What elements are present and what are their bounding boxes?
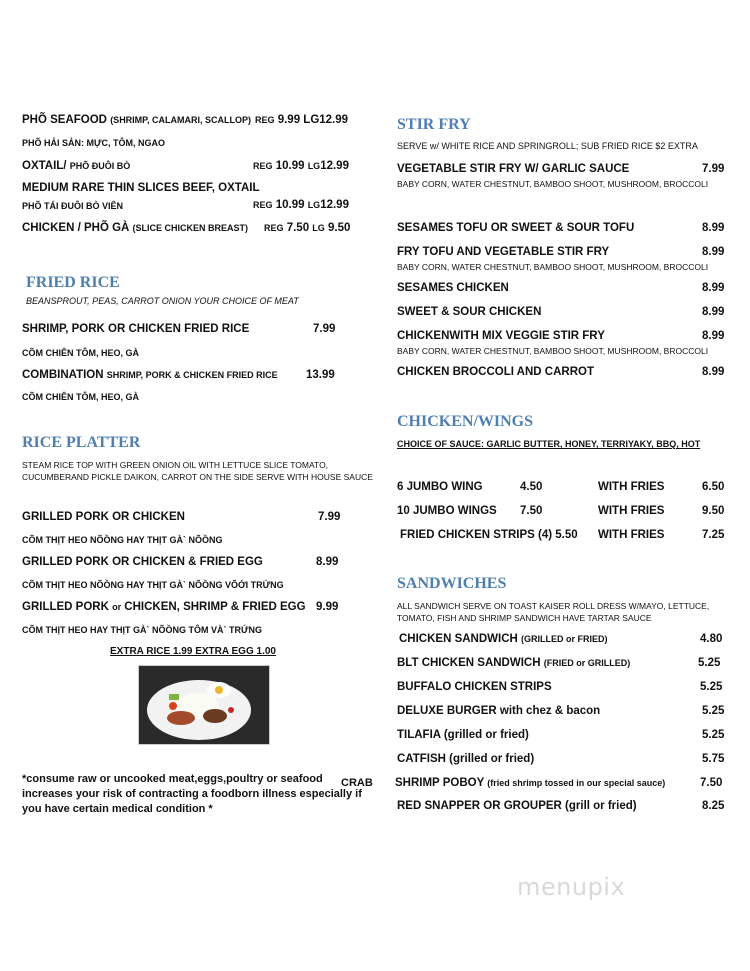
menu-item-chicken-broccoli: CHICKEN BROCCOLI AND CARROT — [397, 366, 594, 378]
menu-item-price: 5.25 — [702, 729, 725, 741]
menu-item-price: 13.99 — [306, 369, 335, 381]
menu-item-deluxe-burger: DELUXE BURGER with chez & bacon — [397, 705, 601, 717]
menu-item-subtitle: CÕM THỊT HEO NÕỒNG HAY THỊT GÀ` NÕỒNG VÕỚI TRỨNG — [22, 580, 284, 590]
menu-item-blt-sandwich: BLT CHICKEN SANDWICH (FRIED or GRILLED) — [397, 657, 631, 669]
menu-item-fried-rice: SHRIMP, PORK OR CHICKEN FRIED RICE — [22, 323, 250, 335]
menu-item-grilled-pork: GRILLED PORK OR CHICKEN — [22, 511, 185, 523]
menu-item-price: 5.25 — [698, 657, 721, 669]
menu-item-beef-oxtail: MEDIUM RARE THIN SLICES BEEF, OXTAIL — [22, 182, 260, 194]
menu-item-subtitle: CÕM THỊT HEO NÕỒNG HAY THỊT GÀ` NÕỒNG — [22, 535, 223, 545]
section-description: CUCUMBERAND PICKLE DAIKON, CARROT ON THE SIDE SERVE WITH HOUSE SAUCE — [22, 472, 373, 482]
menu-item-catfish: CATFISH (grilled or fried) — [397, 753, 535, 765]
section-title-rice-platter: RICE PLATTER — [22, 434, 141, 451]
disclaimer-line: *consume raw or uncooked meat,eggs,poultry or seafood — [22, 773, 323, 785]
disclaimer-line: you have certain medical condition * — [22, 803, 213, 815]
menu-item-price: 8.99 — [702, 222, 725, 234]
menu-item-price: 9.99 — [316, 601, 339, 613]
crab-label: CRAB — [341, 777, 373, 789]
menu-item-sesames-chicken: SESAMES CHICKEN — [397, 282, 509, 294]
extra-rice-egg: EXTRA RICE 1.99 EXTRA EGG 1.00 — [110, 646, 276, 657]
menu-item-price: 7.50 — [700, 777, 723, 789]
with-fries-label: WITH FRIES — [598, 481, 665, 493]
section-description: BEANSPROUT, PEAS, CARROT ONION YOUR CHOICE OF MEAT — [26, 296, 299, 306]
menu-item-shrimp-poboy: SHRIMP POBOY (fried shrimp tossed in our special sauce) — [395, 777, 666, 789]
menu-item-vegetable-stir-fry: VEGETABLE STIR FRY W/ GARLIC SAUCE — [397, 163, 630, 175]
menu-item-grilled-pork-shrimp: GRILLED PORK or CHICKEN, SHRIMP & FRIED EGG — [22, 601, 306, 613]
section-description: STEAM RICE TOP WITH GREEN ONION OIL WITH LETTUCE SLICE TOMATO, — [22, 460, 329, 470]
menu-item-price: REG 9.99 LG12.99 — [255, 114, 349, 126]
disclaimer-line: increases your risk of contracting a foodborn illness especially if — [22, 788, 362, 800]
menupix-watermark: menupix — [517, 873, 626, 901]
menu-item-subtitle: CÕM THỊT HEO HAY THỊT GÀ` NÕỒNG TÔM VÀ` TRỨNG — [22, 625, 262, 635]
menu-item-price: REG 7.50 LG 9.50 — [264, 222, 351, 234]
menu-item-red-snapper: RED SNAPPER OR GROUPER (grill or fried) — [397, 800, 637, 812]
menu-item-subtitle: BABY CORN, WATER CHESTNUT, BAMBOO SHOOT, MUSHROOM, BROCCOLI — [397, 179, 709, 189]
with-fries-label: WITH FRIES — [598, 529, 665, 541]
menu-item-grilled-pork-egg: GRILLED PORK OR CHICKEN & FRIED EGG — [22, 556, 263, 568]
menu-item-chicken-pho: CHICKEN / PHÕ GÀ (SLICE CHICKEN BREAST) — [22, 222, 249, 234]
menu-item-buffalo-strips: BUFFALO CHICKEN STRIPS — [397, 681, 552, 693]
menu-item-price: 7.50 — [520, 505, 543, 517]
menu-item-6-wings: 6 JUMBO WING — [397, 481, 483, 493]
menu-item-10-wings: 10 JUMBO WINGS — [397, 505, 497, 517]
menu-item-price: REG 10.99 LG12.99 — [253, 199, 349, 211]
menu-item-chicken-veggie: CHICKENWITH MIX VEGGIE STIR FRY — [397, 330, 605, 342]
menu-item-oxtail: OXTAIL/ PHÕ ĐUÔI BÒ — [22, 160, 131, 172]
menu-item-price: 8.99 — [702, 366, 725, 378]
menu-item-subtitle: BABY CORN, WATER CHESTNUT, BAMBOO SHOOT, MUSHROOM, BROCCOLI — [397, 262, 709, 272]
menu-item-fry-tofu: FRY TOFU AND VEGETABLE STIR FRY — [397, 246, 610, 258]
menu-item-price: 4.80 — [700, 633, 723, 645]
section-description: TOMATO, FISH AND SHRIMP SANDWICH HAVE TARTAR SAUCE — [397, 613, 652, 623]
menu-item-subtitle: PHÕ HẢI SẢN: MỰC, TÔM, NGAO — [22, 138, 165, 148]
menu-item-chicken-sandwich: CHICKEN SANDWICH (GRILLED or FRIED) — [399, 633, 608, 645]
menu-item-price: 7.99 — [318, 511, 341, 523]
menu-item-price: 7.99 — [702, 163, 725, 175]
section-description: ALL SANDWICH SERVE ON TOAST KAISER ROLL DRESS W/MAYO, LETTUCE, — [397, 601, 710, 611]
menu-item-price: 5.25 — [702, 705, 725, 717]
sauce-choice: CHOICE OF SAUCE: GARLIC BUTTER, HONEY, TERRIYAKY, BBQ, HOT — [397, 439, 701, 449]
menu-item-price: 9.50 — [702, 505, 725, 517]
menu-item-combination: COMBINATION SHRIMP, PORK & CHICKEN FRIED RICE — [22, 369, 278, 381]
menu-item-subtitle: CÕM CHIÊN TÔM, HEO, GÀ — [22, 392, 139, 402]
section-title-wings: CHICKEN/WINGS — [397, 413, 534, 430]
section-title-fried-rice: FRIED RICE — [26, 274, 120, 291]
section-title-stir-fry: STIR FRY — [397, 116, 471, 133]
section-title-sandwiches: SANDWICHES — [397, 575, 507, 592]
menu-item-price: 6.50 — [702, 481, 725, 493]
menu-item-price: 8.99 — [316, 556, 339, 568]
with-fries-label: WITH FRIES — [598, 505, 665, 517]
menu-item-price: 7.25 — [702, 529, 725, 541]
menu-item-chicken-strips: FRIED CHICKEN STRIPS (4) 5.50 — [400, 529, 578, 541]
plate-illustration — [139, 666, 269, 744]
rice-plate-photo — [138, 665, 270, 745]
menu-item-price: 4.50 — [520, 481, 543, 493]
menu-item-subtitle: BABY CORN, WATER CHESTNUT, BAMBOO SHOOT, MUSHROOM, BROCCOLI — [397, 346, 709, 356]
menu-item-sweet-sour-chicken: SWEET & SOUR CHICKEN — [397, 306, 542, 318]
section-description: SERVE w/ WHITE RICE AND SPRINGROLL; SUB FRIED RICE $2 EXTRA — [397, 141, 698, 151]
menu-item-price: 5.75 — [702, 753, 725, 765]
menu-item-subtitle: CÕM CHIÊN TÔM, HEO, GÀ — [22, 348, 139, 358]
menu-item-subtitle: PHÕ TÁI ĐUÔI BÒ VIÊN — [22, 201, 124, 211]
menu-item-pho-seafood: PHÕ SEAFOOD (SHRIMP, CALAMARI, SCALLOP) — [22, 114, 252, 126]
menu-item-price: 8.25 — [702, 800, 725, 812]
menu-item-price: 7.99 — [313, 323, 336, 335]
menu-item-price: 5.25 — [700, 681, 723, 693]
menu-item-price: 8.99 — [702, 246, 725, 258]
menu-item-price: 8.99 — [702, 330, 725, 342]
menu-item-price: 8.99 — [702, 306, 725, 318]
menu-item-tilafia: TILAFIA (grilled or fried) — [397, 729, 529, 741]
menu-item-sesame-tofu: SESAMES TOFU OR SWEET & SOUR TOFU — [397, 222, 635, 234]
menu-item-price: REG 10.99 LG12.99 — [253, 160, 349, 172]
menu-item-price: 8.99 — [702, 282, 725, 294]
